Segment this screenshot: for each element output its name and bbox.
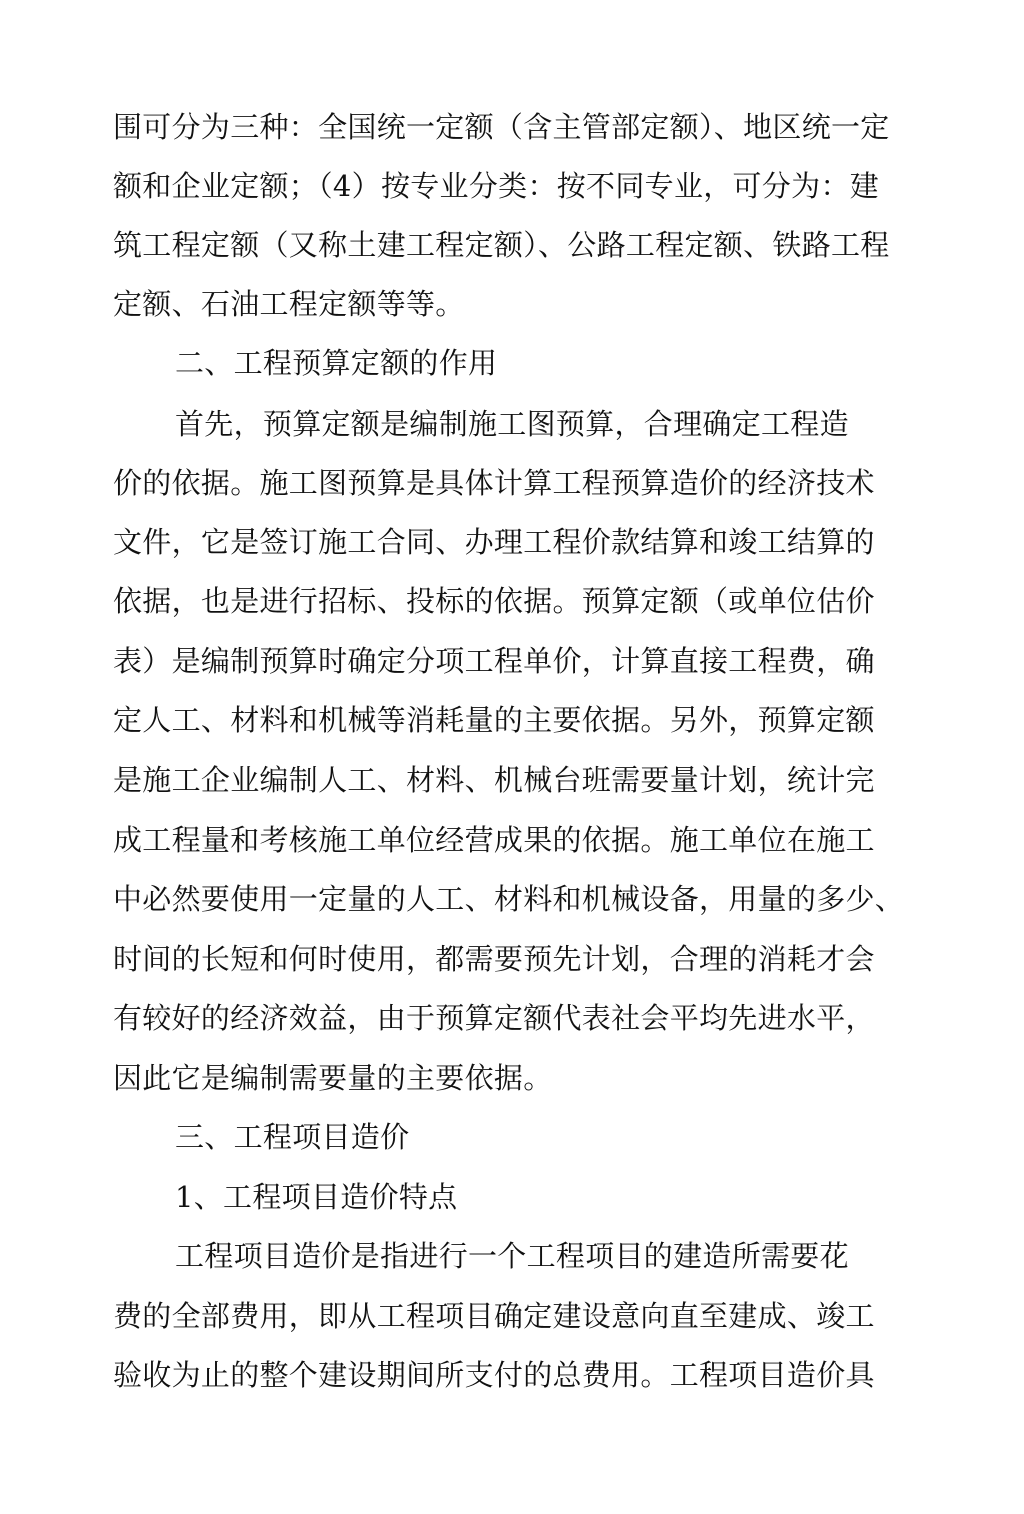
section-heading: 二、工程预算定额的作用 — [175, 346, 498, 380]
text-line: 因此它是编制需要量的主要依据。 — [113, 1061, 553, 1095]
text-line: 是施工企业编制人工、材料、机械台班需要量计划，统计完 — [113, 763, 875, 797]
text-line: 围可分为三种：全国统一定额（含主管部定额）、地区统一定 — [113, 110, 890, 144]
text-line: 价的依据。施工图预算是具体计算工程预算造价的经济技术 — [113, 466, 875, 500]
text-line: 首先，预算定额是编制施工图预算，合理确定工程造 — [175, 407, 849, 441]
text-line: 有较好的经济效益，由于预算定额代表社会平均先进水平， — [113, 1001, 875, 1035]
text-line: 额和企业定额；（4）按专业分类：按不同专业，可分为：建 — [113, 169, 880, 203]
text-line: 定额、石油工程定额等等。 — [113, 287, 465, 321]
text-line: 时间的长短和何时使用，都需要预先计划，合理的消耗才会 — [113, 942, 875, 976]
text-line: 筑工程定额（又称土建工程定额）、公路工程定额、铁路工程 — [113, 228, 890, 262]
text-line: 文件，它是签订施工合同、办理工程价款结算和竣工结算的 — [113, 525, 875, 559]
subsection-heading: 1、工程项目造价特点 — [175, 1180, 458, 1214]
text-line: 工程项目造价是指进行一个工程项目的建造所需要花 — [175, 1239, 849, 1273]
text-line: 定人工、材料和机械等消耗量的主要依据。另外，预算定额 — [113, 703, 875, 737]
text-line: 表）是编制预算时确定分项工程单价，计算直接工程费，确 — [113, 644, 875, 678]
text-line: 依据，也是进行招标、投标的依据。预算定额（或单位估价 — [113, 584, 875, 618]
text-line: 成工程量和考核施工单位经营成果的依据。施工单位在施工 — [113, 823, 875, 857]
text-line: 中必然要使用一定量的人工、材料和机械设备，用量的多少、 — [113, 882, 905, 916]
text-line: 验收为止的整个建设期间所支付的总费用。工程项目造价具 — [113, 1358, 875, 1392]
section-heading: 三、工程项目造价 — [175, 1120, 410, 1154]
text-line: 费的全部费用，即从工程项目确定建设意向直至建成、竣工 — [113, 1299, 875, 1333]
